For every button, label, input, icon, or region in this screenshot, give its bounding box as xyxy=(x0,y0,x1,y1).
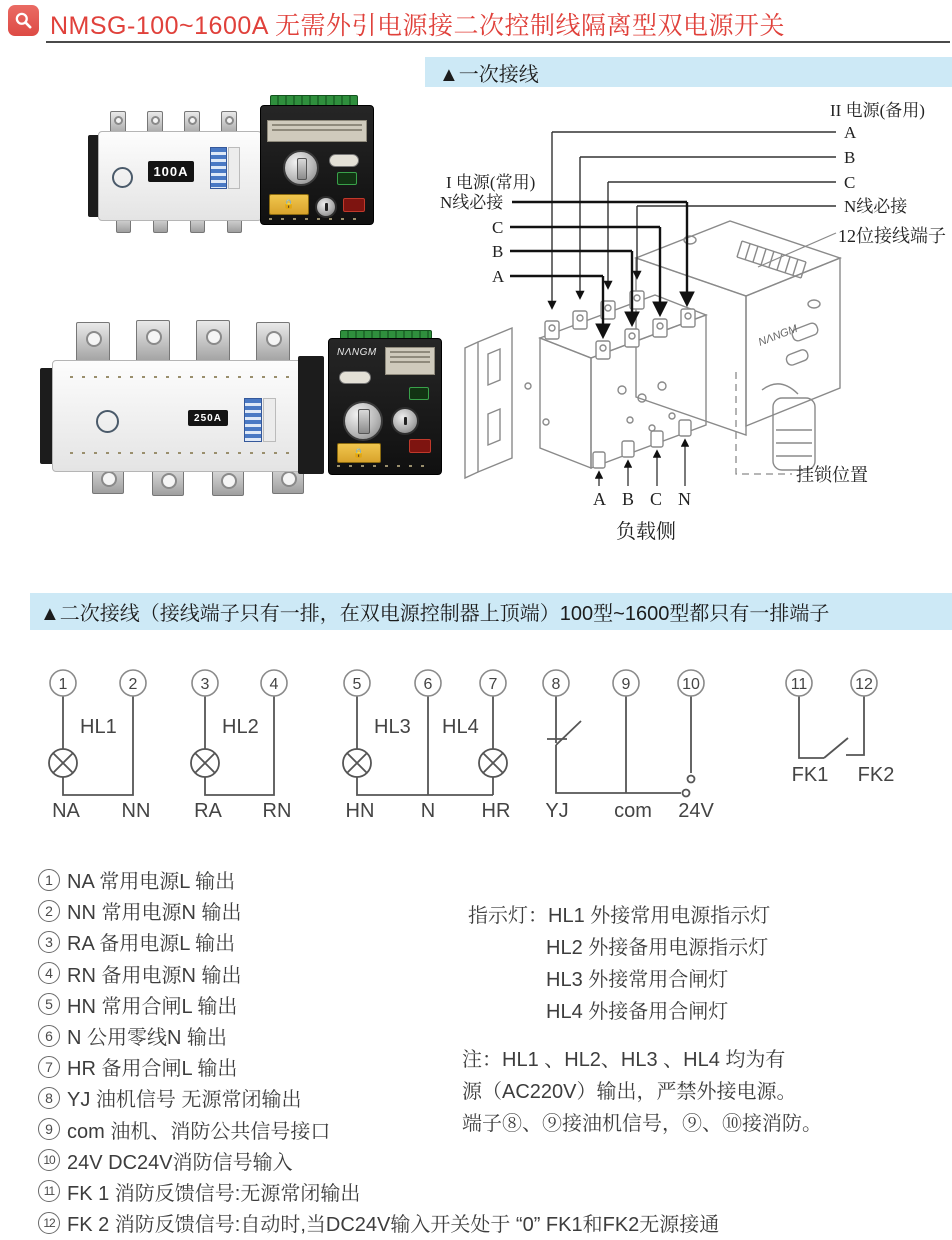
source1-phase-c: C xyxy=(492,218,504,237)
switch-endcap xyxy=(298,356,324,474)
label-com: com xyxy=(614,800,652,822)
circled-number: 12 xyxy=(38,1212,60,1234)
list-item-text: FK 2 消防反馈信号:自动时,当DC24V输入开关处于 “0” FK1和FK2无源接通 xyxy=(67,1214,720,1237)
terminal-tab xyxy=(136,320,170,364)
label-rn: RN xyxy=(262,800,292,822)
label-sticker xyxy=(263,398,276,442)
terminal-numbers xyxy=(59,676,873,693)
circled-number: 5 xyxy=(38,993,60,1015)
status-badge xyxy=(343,198,365,212)
status-badge xyxy=(337,172,357,185)
magnifier-icon xyxy=(8,5,39,36)
lamp-hl4-label: HL4 xyxy=(442,716,479,738)
rating-plate: 250A xyxy=(188,410,228,426)
controller-unit xyxy=(328,338,442,475)
section-primary-wiring-header: ▲一次接线 xyxy=(425,57,952,87)
label-sticker xyxy=(228,147,240,189)
list-item xyxy=(38,1145,638,1176)
list-item-text: N 公用零线N 输出 xyxy=(67,1027,227,1050)
circled-number: 3 xyxy=(38,931,60,953)
circled-number: 10 xyxy=(38,1149,60,1171)
label-fk1: FK1 xyxy=(791,764,829,786)
rotary-knob xyxy=(283,150,319,186)
indicator-line xyxy=(468,900,770,932)
list-item xyxy=(38,1176,638,1207)
primary-wiring-diagram xyxy=(440,90,952,560)
source2-wires xyxy=(552,132,836,308)
source2-phase-b: B xyxy=(844,148,856,167)
controller-button xyxy=(339,371,371,384)
list-item-text: RA 备用电源L 输出 xyxy=(67,933,236,956)
source2-phase-a: A xyxy=(844,123,857,142)
terminal-6: 6 xyxy=(423,676,433,693)
load-leads xyxy=(599,440,685,486)
indicator-hl2: HL2 外接备用电源指示灯 xyxy=(546,937,769,959)
note-line-1: 注：HL1 、HL2、HL3 、HL4 均为有 xyxy=(462,1049,786,1071)
indicator-lamp-notes xyxy=(468,900,770,1028)
terminal-4: 4 xyxy=(269,676,279,693)
source1-neutral: N线必接 xyxy=(440,193,504,212)
circled-number: 7 xyxy=(38,1056,60,1078)
lamp-hl2-label: HL2 xyxy=(222,716,259,738)
list-item xyxy=(38,1207,720,1238)
circled-number: 8 xyxy=(38,1087,60,1109)
controller-unit xyxy=(260,105,374,225)
list-item-text: HR 备用合闸L 输出 xyxy=(67,1058,238,1081)
list-item-text: com 油机、消防公共信号接口 xyxy=(67,1120,331,1143)
label-na: NA xyxy=(52,800,80,822)
terminal-11: 11 xyxy=(790,676,808,693)
product-photo-100a xyxy=(88,95,343,235)
circled-number: 11 xyxy=(38,1180,60,1202)
circled-number: 6 xyxy=(38,1025,60,1047)
source2-title: II 电源(备用) xyxy=(830,101,925,120)
source1-title: I 电源(常用) xyxy=(446,173,536,192)
list-item xyxy=(38,864,638,895)
list-item-text: RN 备用电源N 输出 xyxy=(67,964,242,987)
list-item-text: YJ 油机信号 无源常闭输出 xyxy=(67,1089,302,1112)
label-nn: NN xyxy=(121,800,151,822)
label-hn: HN xyxy=(345,800,375,822)
circled-number: 1 xyxy=(38,869,60,891)
terminal-8: 8 xyxy=(551,676,561,693)
warning-note xyxy=(462,1044,822,1140)
list-item-text: NN 常用电源N 输出 xyxy=(67,902,242,925)
padlock-label: 挂锁位置 xyxy=(796,465,868,485)
terminal-10: 10 xyxy=(682,676,700,693)
load-phase-a: A xyxy=(593,489,606,509)
indicator-hl4: HL4 外接备用合闸灯 xyxy=(546,1001,729,1023)
source1-phase-a: A xyxy=(492,267,505,286)
terminal-3: 3 xyxy=(200,676,210,693)
label-ra: RA xyxy=(194,800,222,822)
label-hr: HR xyxy=(481,800,511,822)
source2-phase-c: C xyxy=(844,173,856,192)
cert-logo xyxy=(96,410,119,433)
label-fk2: FK2 xyxy=(857,764,895,786)
status-badge xyxy=(409,387,429,400)
load-side-label: 负载侧 xyxy=(616,521,676,543)
list-item-text: 24V DC24V消防信号输入 xyxy=(67,1151,293,1174)
note-line-3: 端子⑧、⑨接油机信号，⑨、⑩接消防。 xyxy=(462,1113,822,1135)
terminal-9: 9 xyxy=(621,676,631,693)
controller-button xyxy=(329,154,359,167)
lamp-hl1-label: HL1 xyxy=(80,716,117,738)
load-phase-n: N xyxy=(678,489,691,509)
terminal12-label: 12位接线端子 xyxy=(838,226,946,246)
page-title: NMSG-100~1600A 无需外引电源接二次控制线隔离型双电源开关 xyxy=(50,12,785,40)
terminal-5: 5 xyxy=(352,676,362,693)
padlock-area: 🔒 xyxy=(269,194,309,215)
list-item-text: NA 常用电源L 输出 xyxy=(67,871,236,894)
load-phase-c: C xyxy=(650,489,663,509)
terminal-circles xyxy=(50,670,877,696)
circled-number: 2 xyxy=(38,900,60,922)
circled-number: 9 xyxy=(38,1118,60,1140)
terminal-12: 12 xyxy=(855,676,873,693)
title-divider xyxy=(46,41,950,43)
terminal-7: 7 xyxy=(488,676,498,693)
section-secondary-wiring-header: ▲二次接线（接线端子只有一排，在双电源控制器上顶端）100型~1600型都只有一排端子 xyxy=(30,593,952,630)
secondary-labels xyxy=(52,716,894,822)
label-n: N xyxy=(420,800,436,822)
status-badge xyxy=(409,439,431,453)
padlock-area: 🔒 xyxy=(337,443,381,463)
device-brand-text: NΛNGM xyxy=(756,322,800,349)
key-lock xyxy=(391,407,419,435)
secondary-wiring-diagram xyxy=(30,655,952,830)
terminal-tab xyxy=(256,322,290,364)
source2-neutral: N线必接 xyxy=(844,197,908,216)
indicator-label: 指示灯： xyxy=(468,905,548,927)
label-yj: YJ xyxy=(545,800,569,822)
terminal-tab xyxy=(196,320,230,364)
brand-text: NΛNGM xyxy=(337,347,377,358)
padlock-leader xyxy=(736,372,792,474)
list-item-text: FK 1 消防反馈信号:无源常闭输出 xyxy=(67,1182,361,1205)
ats-device-drawing xyxy=(465,221,840,478)
load-phase-b: B xyxy=(622,489,635,509)
terminal-2: 2 xyxy=(128,676,138,693)
rating-plate: 100A xyxy=(148,161,194,182)
indicator-hl1: HL1 外接常用电源指示灯 xyxy=(548,905,771,927)
note-line-2: 源（AC220V）输出，严禁外接电源。 xyxy=(462,1081,797,1103)
product-photo-250a xyxy=(40,320,442,495)
terminal-1: 1 xyxy=(58,676,68,693)
secondary-wires xyxy=(49,696,864,797)
label-sticker xyxy=(244,398,262,442)
source1-phase-b: B xyxy=(492,242,504,261)
lamp-hl3-label: HL3 xyxy=(374,716,411,738)
list-item-text: HN 常用合闸L 输出 xyxy=(67,995,238,1018)
terminal-tab xyxy=(76,322,110,364)
key-lock xyxy=(315,196,337,218)
cert-logo xyxy=(112,167,133,188)
label-24v: 24V xyxy=(678,800,714,822)
indicator-hl3: HL3 外接常用合闸灯 xyxy=(546,969,729,991)
circled-number: 4 xyxy=(38,962,60,984)
label-sticker xyxy=(210,147,227,189)
rotary-knob xyxy=(343,401,383,441)
